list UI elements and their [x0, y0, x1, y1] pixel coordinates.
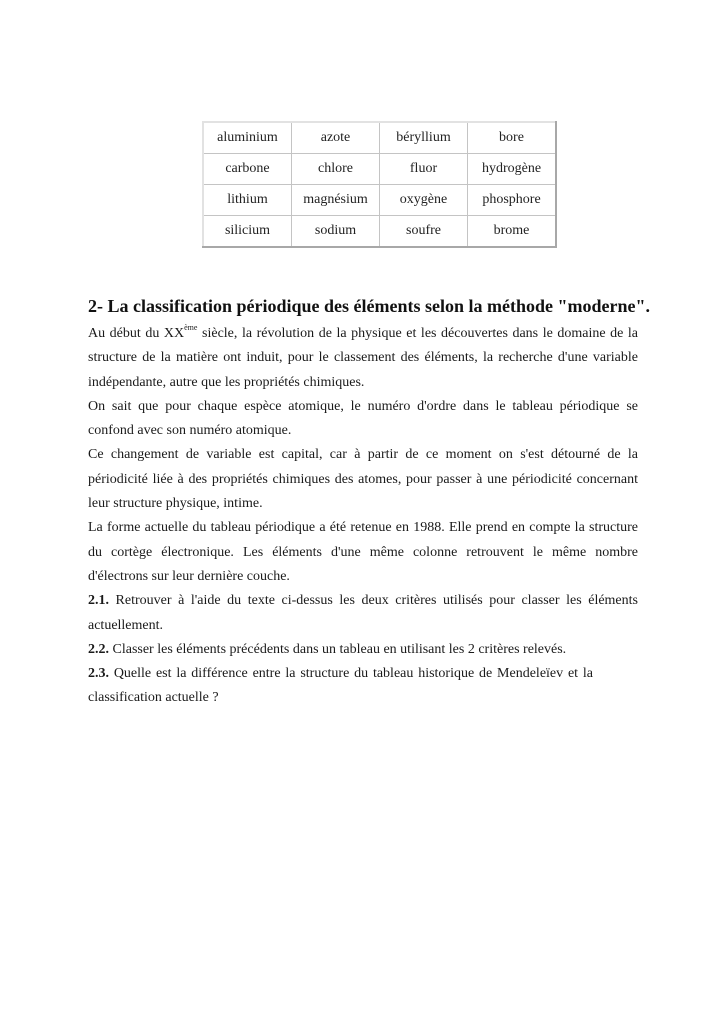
paragraph: Ce changement de variable est capital, car à partir de ce moment on s'est détourné de la périodicité liée à des propriétés chimiques des atomes, pour passer à une périodicité concernant leur structure physique, intime. [88, 447, 638, 512]
question-text: Retrouver à l'aide du texte ci-dessus les deux critères utilisés pour classer les éléments actuellement. [88, 593, 638, 633]
question-number: 2.2. [88, 641, 109, 657]
table-cell: hydrogène [468, 154, 557, 185]
question-text: Quelle est la différence entre la structure du tableau historique de Mendeleïev et la classification actuelle ? [88, 666, 593, 706]
question-text: Classer les éléments précédents dans un tableau en utilisant les 2 critères relevés. [109, 641, 567, 657]
table-cell: chlore [292, 154, 380, 185]
paragraph: On sait que pour chaque espèce atomique, le numéro d'ordre dans le tableau périodique se confond avec son numéro atomique. [88, 398, 638, 439]
table-cell: lithium [203, 185, 292, 216]
section-title: 2- La classification périodique des éléments selon la méthode "moderne". [88, 296, 650, 316]
question-2-1 [88, 589, 638, 638]
table-cell: sodium [292, 216, 380, 248]
table-row [203, 185, 556, 216]
table-cell: magnésium [292, 185, 380, 216]
intro-lead: Au début du XX [88, 326, 185, 341]
table-cell: béryllium [380, 122, 468, 154]
table-cell: bore [468, 122, 557, 154]
table-cell: carbone [203, 154, 292, 185]
table-row [203, 154, 556, 185]
question-2-2 [88, 638, 638, 662]
table-cell: phosphore [468, 185, 557, 216]
table-row [203, 122, 556, 154]
table-row [203, 216, 556, 248]
table-cell: silicium [203, 216, 292, 248]
table-cell: azote [292, 122, 380, 154]
ordinal-superscript: ème [184, 323, 198, 332]
table-cell: oxygène [380, 185, 468, 216]
question-number: 2.3. [88, 666, 109, 682]
table-cell: fluor [380, 154, 468, 185]
table-cell: soufre [380, 216, 468, 248]
elements-table [202, 121, 557, 248]
section-body [88, 322, 638, 711]
intro-rest: siècle, la révolution de la physique et les découvertes dans le domaine de la structure de la matière ont induit, pour le classement des éléments, la recherche d'une variable indépendante, autre que les propriétés chimiques. [88, 326, 639, 390]
question-number: 2.1. [88, 593, 109, 609]
table-cell: aluminium [203, 122, 292, 154]
intro-paragraph [88, 322, 638, 395]
table-cell: brome [468, 216, 557, 248]
question-2-3 [88, 662, 593, 711]
paragraph: La forme actuelle du tableau périodique a été retenue en 1988. Elle prend en compte la structure du cortège électronique. Les éléments d'une même colonne retrouvent le même nombre d'électrons sur leur dernière couche. [88, 520, 638, 584]
